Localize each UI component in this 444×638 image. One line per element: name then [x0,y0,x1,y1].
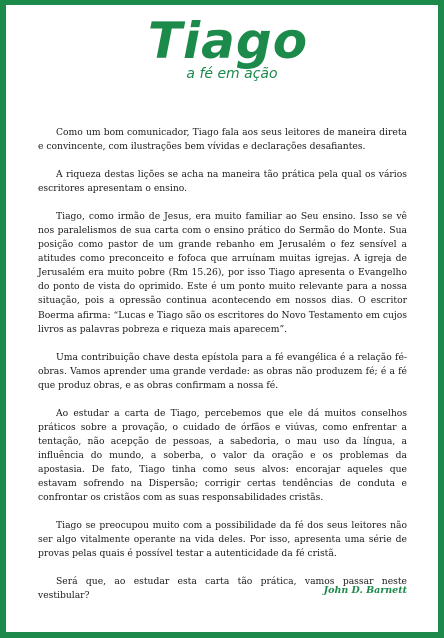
page-subtitle: a fé em ação [186,66,278,82]
paragraph: Como um bom comunicador, Tiago fala aos seus leitores de maneira direta e convincente, com ilustrações bem vívidas e declarações desafiantes. [38,127,407,153]
page-border-right [438,0,444,638]
paragraph: A riqueza destas lições se acha na maneira tão prática pela qual os vários escritores apresentam o ensino. [38,169,407,195]
page-border-left [0,0,6,638]
body-text [38,126,407,617]
paragraph: Uma contribuição chave desta epístola para a fé evangélica é a relação fé-obras. Vamos aprender uma grande verdade: as obras não produzem fé; é a fé que produz obras, e as obras confirmam a nossa fé. [38,351,407,391]
page-border-top [0,0,444,5]
page-border-bottom [0,632,444,638]
title-block [0,14,444,82]
author-signature: John D. Barnett [323,585,407,596]
paragraph: Ao estudar a carta de Tiago, percebemos que ele dá muitos conselhos práticos sobre a provação, o cuidado de órfãos e viúvas, como enfrentar a tentação, não acepção de pessoas, a sabedoria, o mau uso da língua, a influência do mundo, a soberba, o valor da oração e os problemas da apostasia. De fato, Tiago tinha como seus alvos: encorajar aqueles que estavam sofrendo na Dispersão; corrigir certas tendências de conduta e confrontar os cristãos com as suas responsabilidades cristãs. [38,407,407,504]
paragraph: Tiago se preocupou muito com a possibilidade da fé dos seus leitores não ser algo vitalmente operante na vida deles. Por isso, apresenta uma série de provas pelas quais é possível testar a autenticidade da fé cristã. [38,520,407,560]
page-title: Tiago [147,12,309,70]
paragraph: Será que, ao estudar esta carta tão prática, vamos passar neste vestibular? [38,576,407,602]
paragraph: Tiago, como irmão de Jesus, era muito familiar ao Seu ensino. Isso se vê nos paralelismos de sua carta com o ensino prático do Sermão do Monte. Sua posição como pastor de um grande rebanho em Jerusalém o fez sensível a atitudes como preconceito e fofoca que arruínam muitas igrejas. A igreja de Jerusalém era muito pobre (Rm 15.26), por isso Tiago apresenta o Evangelho do ponto de vista do oprimido. Este é um ponto muito relevante para a nossa situação, pois a opressão continua acontecendo em nossos dias. O escritor Boerma afirma: “Lucas e Tiago são os escritores do Novo Testamento em cujos livros as palavras pobreza e riqueza mais aparecem”. [38,211,407,335]
